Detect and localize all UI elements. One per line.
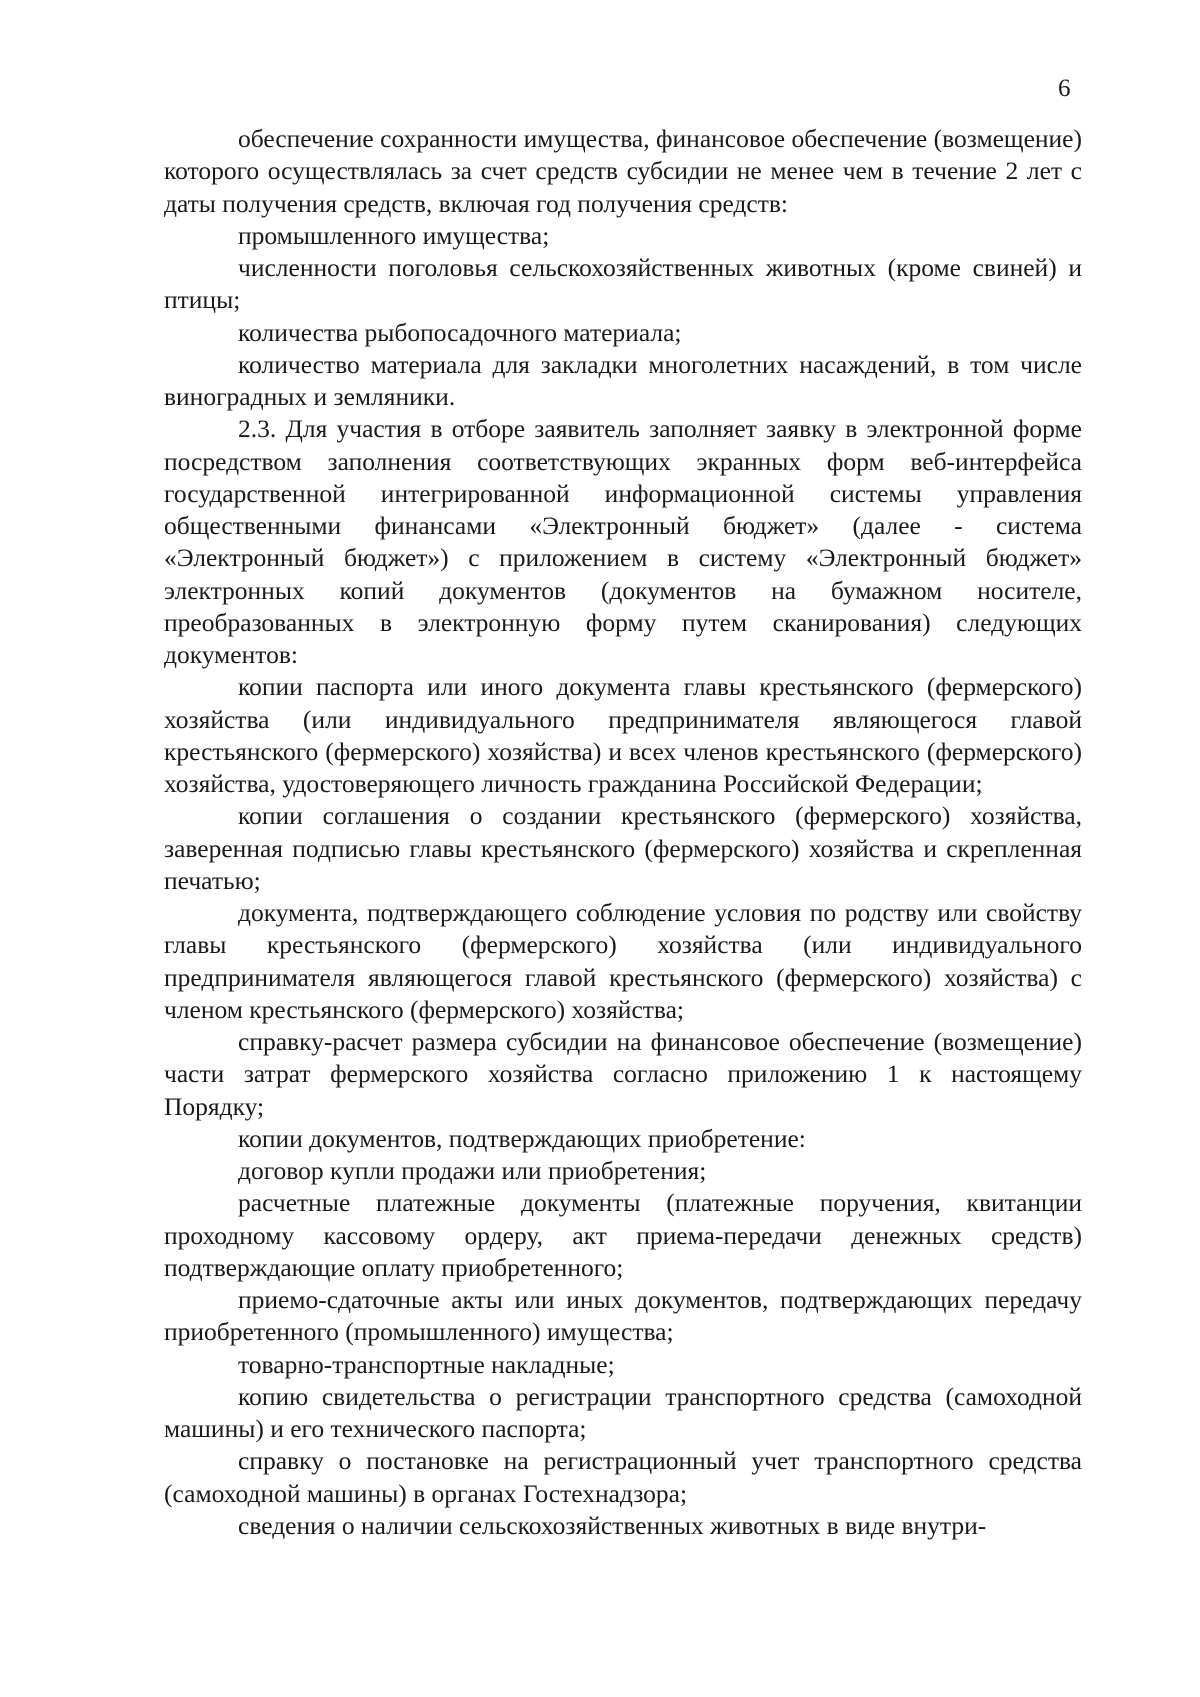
paragraph: товарно-транспортные накладные;	[238, 1349, 615, 1379]
paragraph: копии паспорта или иного документа главы крестьянского (фермерского) хозяйства (или индивидуального предпринимателя являющегося главой крестьянского (фермерского) хозяйства) и всех членов крестьянского (фермерского) хозяйства, удостоверяющего личность гражданина Российской Федерации;	[164, 672, 1082, 798]
paragraph: промышленного имущества;	[238, 220, 550, 250]
paragraph: договор купли продажи или приобретения;	[238, 1156, 707, 1185]
paragraph: обеспечение сохранности имущества, финансовое обеспечение (возмещение) которого осуществлялась за счет средств субсидии не менее чем в течение 2 лет с даты получения средств, включая год получения средств:	[164, 124, 1082, 218]
paragraph: приемо-сдаточные акты или иных документов, подтверждающих передачу приобретенного (промышленного) имущества;	[164, 1285, 1082, 1347]
paragraph: справку о постановке на регистрационный учет транспортного средства (самоходной машины) в органах Гостехнадзора;	[164, 1446, 1082, 1508]
paragraph: сведения о наличии сельскохозяйственных животных в виде внутри-	[238, 1510, 987, 1540]
paragraph: справку-расчет размера субсидии на финансовое обеспечение (возмещение) части затрат фермерского хозяйства согласно приложению 1 к настоящему Порядку;	[164, 1027, 1082, 1121]
paragraph: расчетные платежные документы (платежные поручения, квитанции проходному кассовому ордеру, акт приема-передачи денежных средств) подтверждающие оплату приобретенного;	[164, 1188, 1082, 1282]
paragraph: количество материала для закладки многолетних насаждений, в том числе виноградных и земляники.	[164, 349, 1082, 411]
document-body	[164, 123, 1082, 1542]
paragraph: копии соглашения о создании крестьянского (фермерского) хозяйства, заверенная подписью главы крестьянского (фермерского) хозяйства и скрепленная печатью;	[164, 801, 1082, 895]
paragraph: копию свидетельства о регистрации транспортного средства (самоходной машины) и его технического паспорта;	[164, 1381, 1082, 1443]
paragraph: документа, подтверждающего соблюдение условия по родству или свойству главы крестьянского (фермерского) хозяйства (или индивидуального предпринимателя являющегося главой крестьянского (фермерского) хозяйства) с членом крестьянского (фермерского) хозяйства;	[164, 898, 1082, 1024]
paragraph: количества рыбопосадочного материала;	[238, 317, 682, 347]
paragraph: численности поголовья сельскохозяйственных животных (кроме свиней) и птицы;	[164, 253, 1082, 315]
page-number: 6	[1058, 75, 1071, 102]
paragraph: копии документов, подтверждающих приобретение:	[238, 1123, 806, 1153]
paragraph: 2.3. Для участия в отборе заявитель заполняет заявку в электронной форме посредством заполнения соответствующих экранных форм веб-интерфейса государственной интегрированной информационной системы управления общественными финансами «Электронный бюджет» (далее - система «Электронный бюджет») с приложением в систему «Электронный бюджет» электронных копий документов (документов на бумажном носителе, преобразованных в электронную форму путем сканирования) следующих документов:	[164, 414, 1082, 669]
